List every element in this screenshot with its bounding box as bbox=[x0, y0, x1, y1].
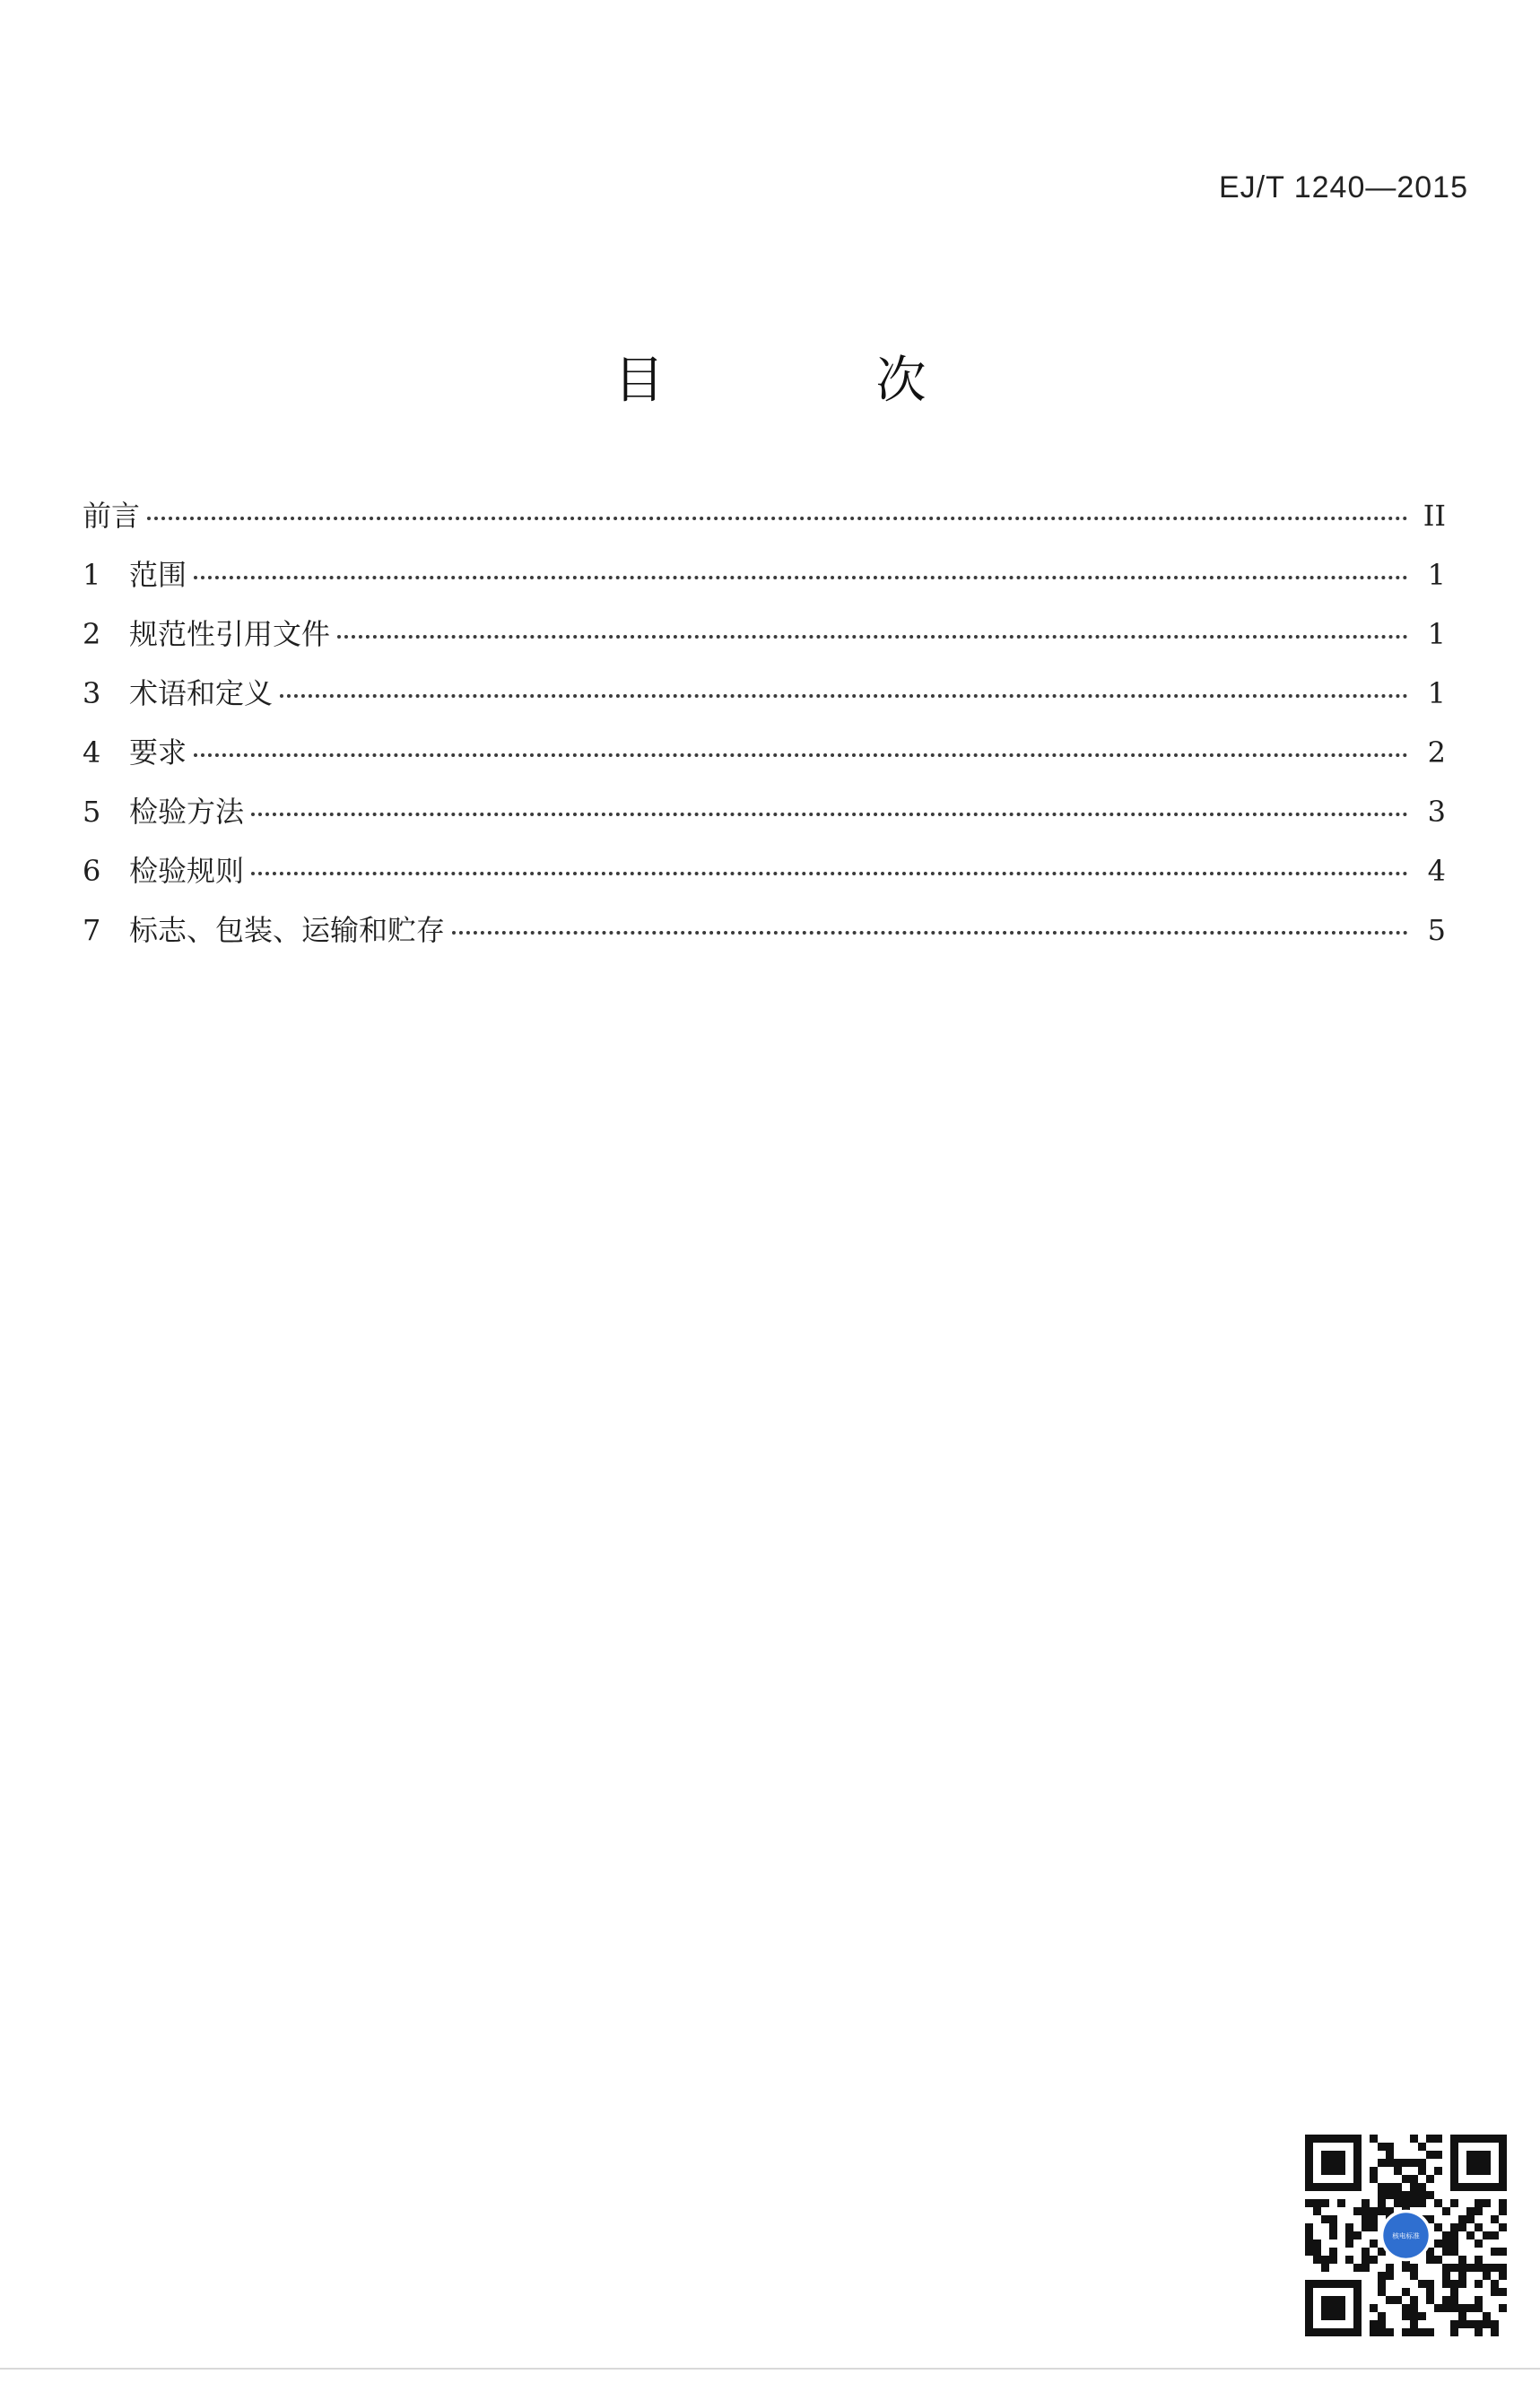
toc-section-number: 4 bbox=[83, 735, 101, 770]
toc-leader-dots bbox=[194, 753, 1408, 757]
toc-page-number: 1 bbox=[1427, 676, 1446, 710]
toc-label: 规范性引用文件 bbox=[129, 617, 331, 651]
toc-row-requirements[interactable] bbox=[83, 730, 1446, 789]
toc-page-number: II bbox=[1423, 499, 1446, 533]
toc-row-foreword[interactable] bbox=[83, 493, 1446, 552]
toc-label: 术语和定义 bbox=[129, 676, 274, 710]
toc-page-number: 1 bbox=[1427, 558, 1446, 592]
toc-page-number: 3 bbox=[1427, 795, 1446, 829]
toc-list bbox=[83, 493, 1446, 967]
toc-section-number: 3 bbox=[83, 676, 101, 710]
toc-section-number: 5 bbox=[83, 795, 101, 829]
toc-leader-dots bbox=[280, 694, 1408, 698]
toc-leader-dots bbox=[147, 517, 1408, 520]
qr-logo-text bbox=[1392, 2231, 1420, 2240]
qr-center-logo bbox=[1380, 2210, 1432, 2262]
toc-row-terms-definitions[interactable] bbox=[83, 671, 1446, 730]
qr-code-image[interactable] bbox=[1305, 2135, 1507, 2336]
toc-section-number: 7 bbox=[83, 913, 101, 947]
toc-page-number: 1 bbox=[1427, 617, 1446, 651]
toc-section-number: 1 bbox=[83, 558, 101, 592]
toc-section-number: 2 bbox=[83, 617, 101, 651]
toc-leader-dots bbox=[452, 931, 1408, 935]
toc-row-normative-references[interactable] bbox=[83, 612, 1446, 671]
toc-page-number: 2 bbox=[1427, 735, 1446, 770]
toc-label: 标志、包装、运输和贮存 bbox=[129, 913, 446, 947]
toc-label: 前言 bbox=[83, 499, 141, 533]
toc-row-test-methods[interactable] bbox=[83, 789, 1446, 848]
toc-label: 要求 bbox=[129, 735, 187, 770]
toc-label: 检验方法 bbox=[129, 795, 245, 829]
toc-section-number: 6 bbox=[83, 854, 101, 888]
toc-leader-dots bbox=[194, 576, 1408, 579]
page-bottom-rule bbox=[0, 2368, 1540, 2370]
toc-leader-dots bbox=[251, 872, 1408, 875]
toc-page-number: 5 bbox=[1427, 913, 1446, 947]
toc-label: 检验规则 bbox=[129, 854, 245, 888]
toc-leader-dots bbox=[337, 635, 1408, 639]
toc-row-marking-packaging[interactable] bbox=[83, 908, 1446, 967]
toc-label: 范围 bbox=[129, 558, 187, 592]
toc-row-inspection-rules[interactable] bbox=[83, 848, 1446, 908]
toc-title: 目 次 bbox=[613, 352, 1007, 410]
toc-leader-dots bbox=[251, 813, 1408, 816]
document-code: EJ/T 1240—2015 bbox=[1219, 170, 1468, 204]
toc-row-scope[interactable] bbox=[83, 552, 1446, 612]
toc-page-number: 4 bbox=[1427, 854, 1446, 888]
